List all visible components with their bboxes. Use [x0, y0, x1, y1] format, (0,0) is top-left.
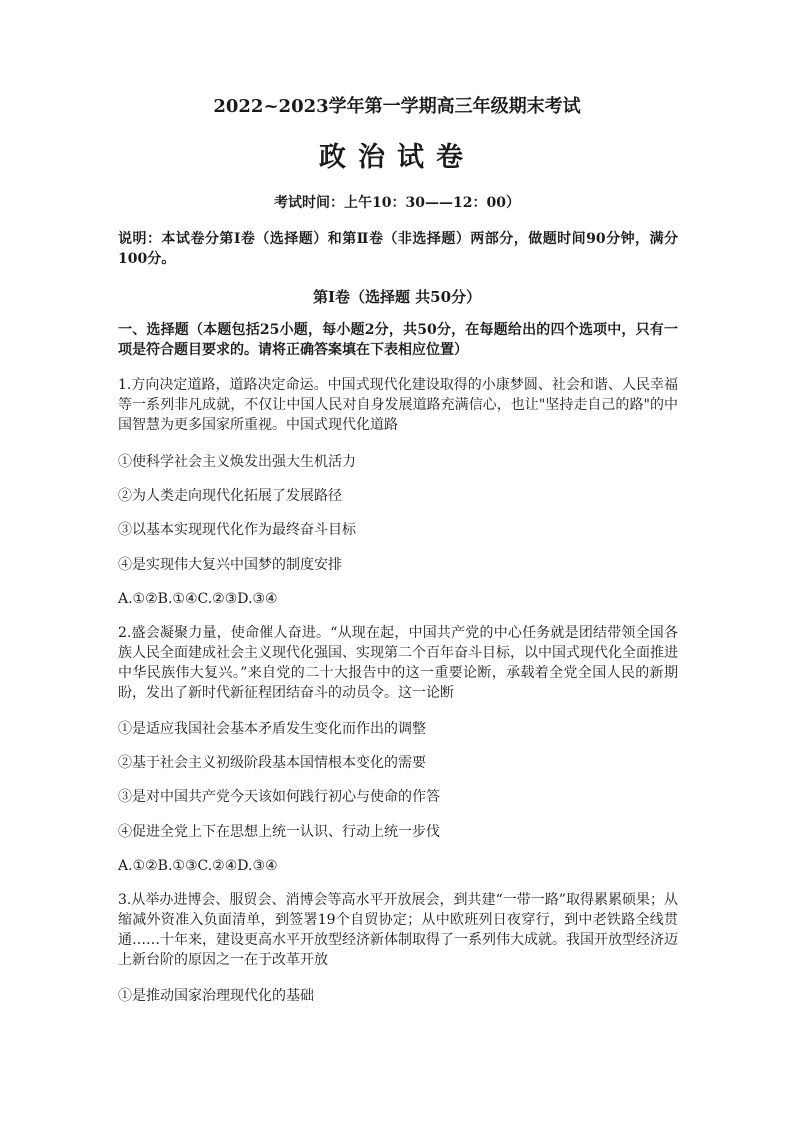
question-1-stem: 1.方向决定道路，道路决定命运。中国式现代化建设取得的小康梦圆、社会和谐、人民幸福等一系列非凡成就，不仅让中国人民对自身发展道路充满信心，也让"坚持走自己的路"的中国智慧为更多国家所重视。中国式现代化道路	[118, 377, 678, 433]
question-1-option-3: ③以基本实现现代化作为最终奋斗目标	[118, 522, 356, 538]
question-2-stem: 2.盛会凝聚力量，使命催人奋进。“从现在起，中国共产党的中心任务就是团结带领全国各族人民全面建成社会主义现代化强国、实现第二个百年奋斗目标，以中国式现代化全面推进中华民族伟大复兴。”来自党的二十大报告中的这一重要论断，承载着全党全国人民的新期盼，发出了新时代新征程团结奋斗的动员令。这一论断	[118, 625, 678, 701]
question-2-option-1: ①是适应我国社会基本矛盾发生变化而作出的调整	[118, 721, 426, 737]
question-2-answers: A.①②B.①③C.②④D.③④	[118, 858, 278, 874]
question-2-option-4: ④促进全党上下在思想上统一认识、行动上统一步伐	[118, 824, 440, 840]
section-title: 第Ⅰ卷（选择题 共50分）	[312, 288, 482, 306]
exam-instructions: 说明：本试卷分第Ⅰ卷（选择题）和第Ⅱ卷（非选择题）两部分，做题时间90分钟，满分100分。	[118, 231, 678, 267]
exam-time: 考试时间：上午10：30——12：00）	[274, 195, 520, 211]
section-instructions: 一、选择题（本题包括25小题，每小题2分，共50分，在每题给出的四个选项中，只有一项是符合题目要求的。请将正确答案填在下表相应位置）	[118, 322, 678, 358]
question-1-option-4: ④是实现伟大复兴中国梦的制度安排	[118, 557, 342, 573]
exam-title: 2022~2023学年第一学期高三年级期末考试	[213, 96, 581, 117]
question-2-option-2: ②基于社会主义初级阶段基本国情根本变化的需要	[118, 755, 426, 771]
question-3-stem: 3.从举办进博会、服贸会、消博会等高水平开放展会，到共建“一带一路”取得累累硕果；从缩减外资准入负面清单，到签署19个自贸协定；从中欧班列日夜穿行，到中老铁路全线贯通……十年来，建设更高水平开放型经济新体制取得了一系列伟大成就。我国开放型经济迈上新台阶的原因之一在于改革开放	[118, 892, 678, 968]
question-1-option-1: ①使科学社会主义焕发出强大生机活力	[118, 454, 356, 470]
question-1-option-2: ②为人类走向现代化拓展了发展路径	[118, 488, 342, 504]
question-3-option-1: ①是推动国家治理现代化的基础	[118, 988, 314, 1004]
question-1-answers: A.①②B.①④C.②③D.③④	[118, 591, 278, 607]
question-2-option-3: ③是对中国共产党今天该如何践行初心与使命的作答	[118, 789, 440, 805]
subject-title: 政治试卷	[319, 142, 475, 173]
